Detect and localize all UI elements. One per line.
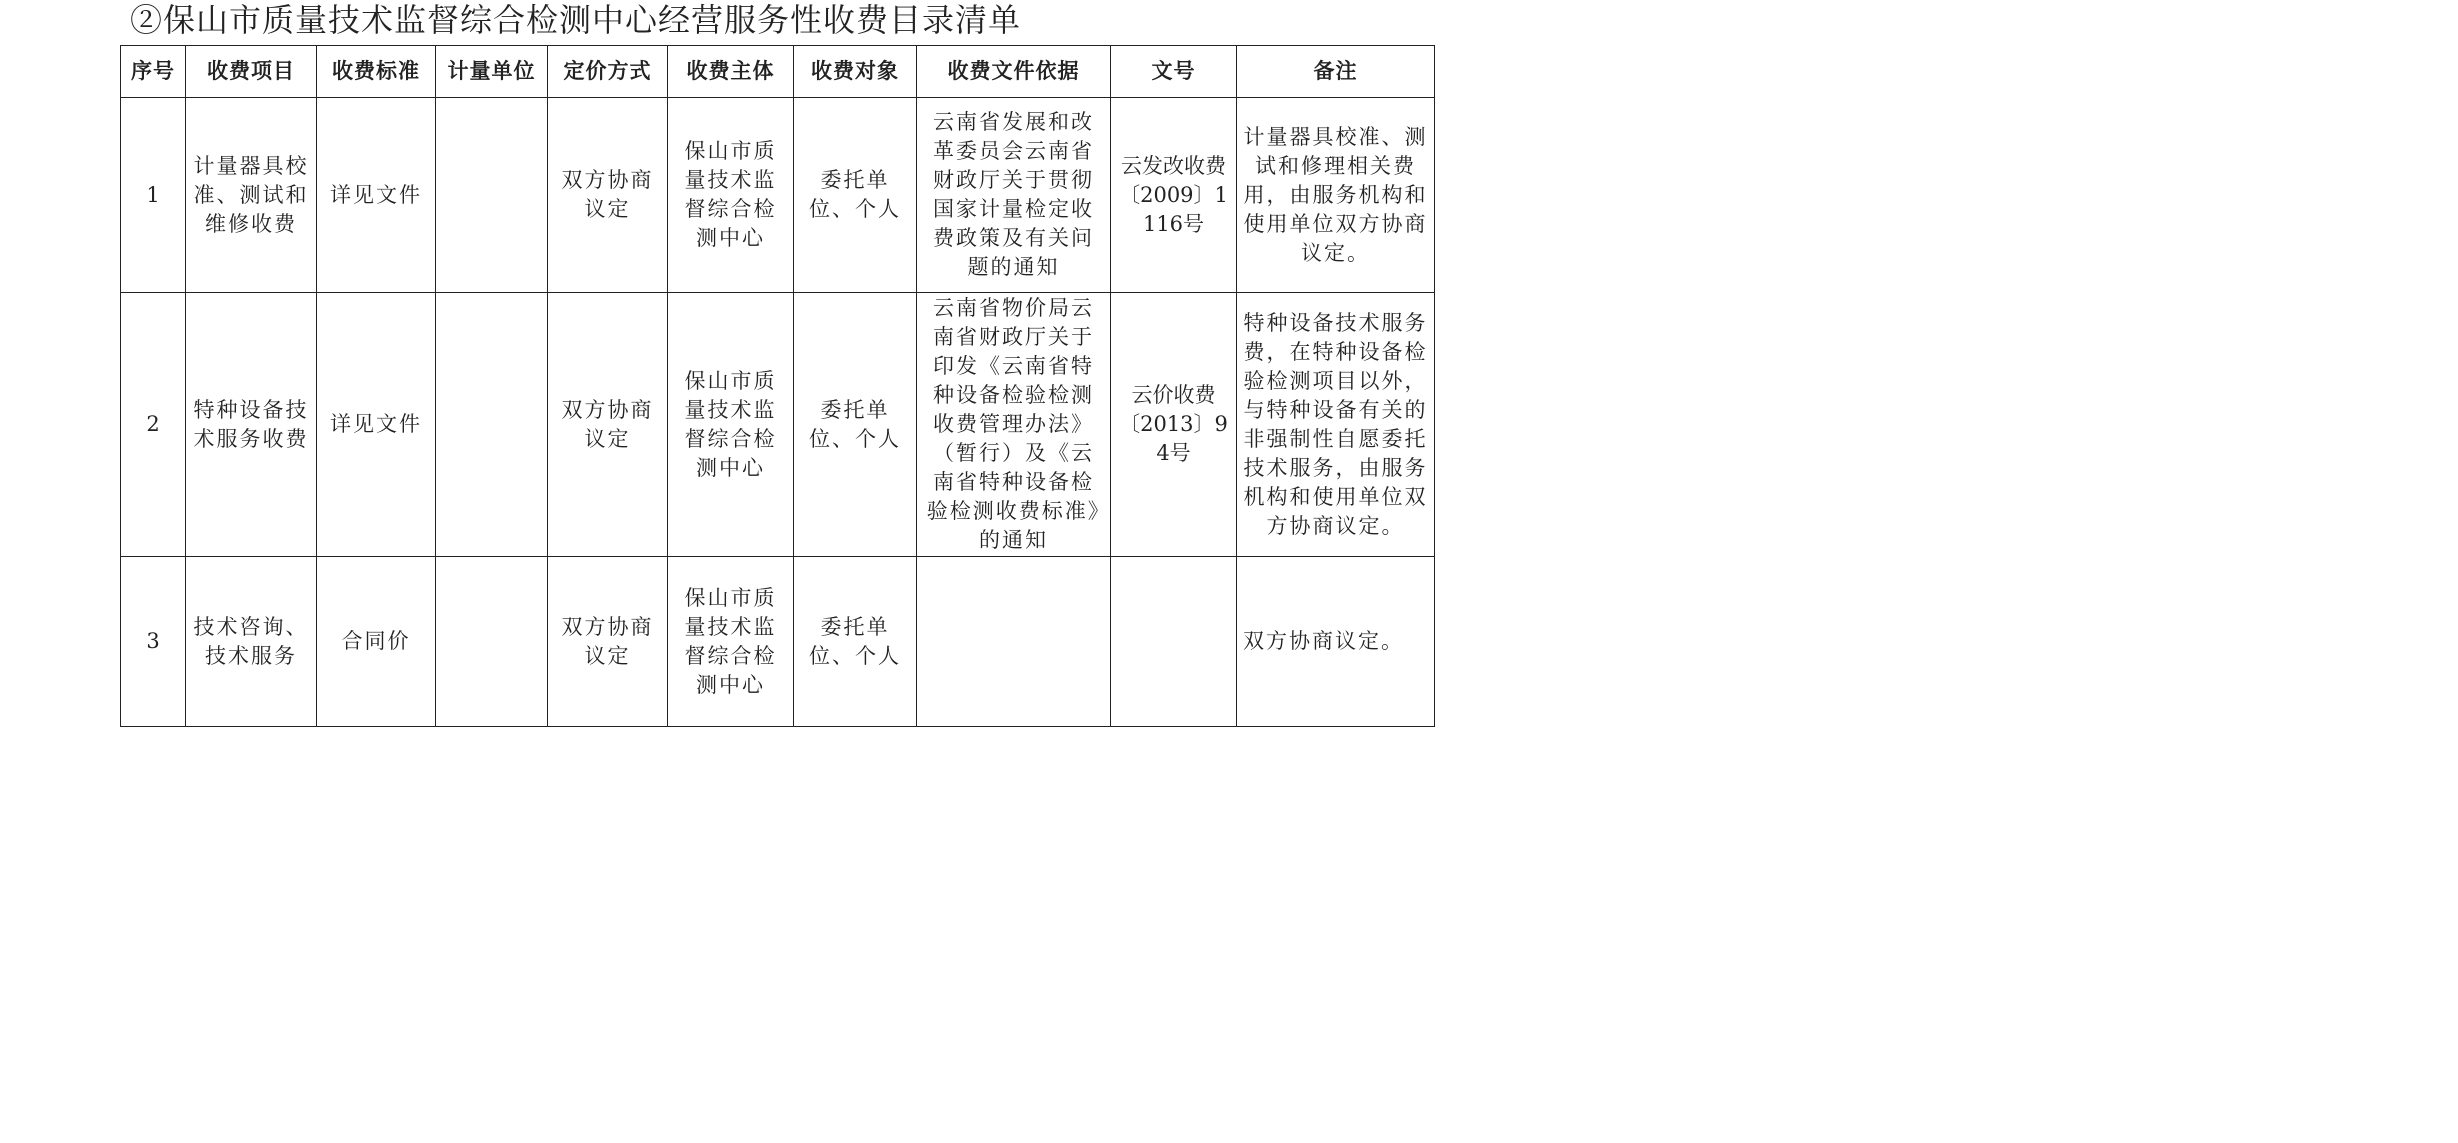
cell-pricing: 双方协商议定 (548, 293, 668, 557)
cell-item: 特种设备技术服务收费 (186, 293, 317, 557)
col-header-pricing: 定价方式 (548, 46, 668, 98)
cell-pricing: 双方协商议定 (548, 557, 668, 727)
cell-subject: 保山市质量技术监督综合检测中心 (668, 98, 794, 293)
cell-remark: 双方协商议定。 (1237, 557, 1435, 727)
cell-target: 委托单位、个人 (794, 557, 917, 727)
cell-item: 技术咨询、技术服务 (186, 557, 317, 727)
table-row (121, 293, 1435, 557)
cell-no: 3 (121, 557, 186, 727)
col-header-standard: 收费标准 (317, 46, 436, 98)
col-header-target: 收费对象 (794, 46, 917, 98)
document-title: ②保山市质量技术监督综合检测中心经营服务性收费目录清单 (130, 1, 1022, 39)
header-row (121, 46, 1435, 98)
cell-doc-no (1111, 557, 1237, 727)
col-header-doc-no: 文号 (1111, 46, 1237, 98)
fee-catalog-table (120, 45, 1435, 727)
col-header-basis: 收费文件依据 (917, 46, 1111, 98)
cell-basis: 云南省发展和改革委员会云南省财政厅关于贯彻国家计量检定收费政策及有关问题的通知 (917, 98, 1111, 293)
col-header-remark: 备注 (1237, 46, 1435, 98)
cell-target: 委托单位、个人 (794, 293, 917, 557)
cell-standard: 详见文件 (317, 98, 436, 293)
cell-target: 委托单位、个人 (794, 98, 917, 293)
col-header-item: 收费项目 (186, 46, 317, 98)
cell-basis: 云南省物价局云南省财政厅关于印发《云南省特种设备检验检测收费管理办法》（暂行）及《云南省特种设备检验检测收费标准》的通知 (917, 293, 1111, 557)
table-row (121, 557, 1435, 727)
col-header-unit: 计量单位 (436, 46, 548, 98)
cell-no: 1 (121, 98, 186, 293)
col-header-subject: 收费主体 (668, 46, 794, 98)
cell-doc-no: 云发改收费〔2009〕1116号 (1111, 98, 1237, 293)
cell-item: 计量器具校准、测试和维修收费 (186, 98, 317, 293)
cell-subject: 保山市质量技术监督综合检测中心 (668, 293, 794, 557)
cell-remark: 计量器具校准、测试和修理相关费用，由服务机构和使用单位双方协商议定。 (1237, 98, 1435, 293)
cell-pricing: 双方协商议定 (548, 98, 668, 293)
cell-unit (436, 98, 548, 293)
cell-subject: 保山市质量技术监督综合检测中心 (668, 557, 794, 727)
cell-standard: 详见文件 (317, 293, 436, 557)
cell-no: 2 (121, 293, 186, 557)
cell-unit (436, 557, 548, 727)
table-row (121, 98, 1435, 293)
cell-doc-no: 云价收费〔2013〕94号 (1111, 293, 1237, 557)
cell-unit (436, 293, 548, 557)
cell-basis (917, 557, 1111, 727)
col-header-no: 序号 (121, 46, 186, 98)
cell-standard: 合同价 (317, 557, 436, 727)
cell-remark: 特种设备技术服务费，在特种设备检验检测项目以外，与特种设备有关的非强制性自愿委托技术服务，由服务机构和使用单位双方协商议定。 (1237, 293, 1435, 557)
